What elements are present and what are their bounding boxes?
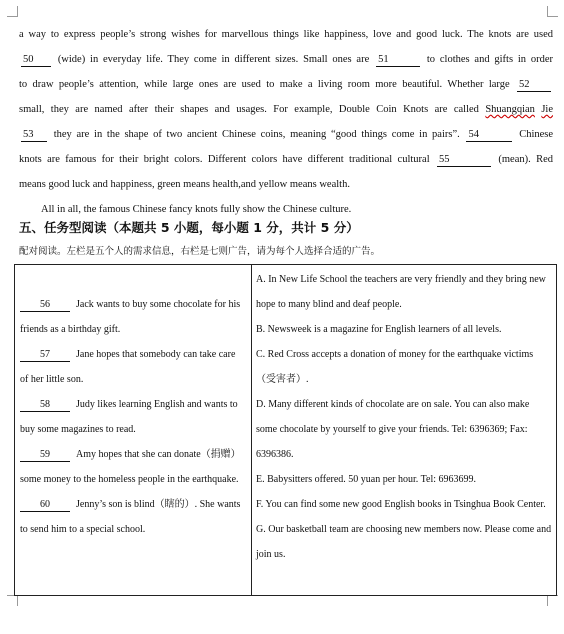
page-corner-mark	[547, 595, 558, 606]
answer-blank[interactable]: 56	[20, 299, 70, 312]
passage-line: 53 they are in the shape of two ancient Chinese coins, meaning “good things come in pairs”. 54 Chinese	[23, 129, 553, 140]
ad-item: A. In New Life School the teachers are very friendly and they bring new hope to many blind and deaf people.	[256, 274, 546, 310]
spellcheck-word: Jie	[541, 104, 553, 115]
answer-blank[interactable]: 50	[21, 54, 51, 67]
answer-blank[interactable]: 58	[20, 399, 70, 412]
answer-blank[interactable]: 59	[20, 449, 70, 462]
ad-item: C. Red Cross accepts a donation of money for the earthquake victims（受害者）.	[256, 349, 534, 385]
person-item: 59 Amy hopes that she can donate（捐赠）some money to the homeless people in the earthquake.	[20, 449, 241, 485]
answer-blank[interactable]: 55	[437, 154, 491, 167]
passage-line: knots are famous for their bright colors. Different colors have different traditional cultural 55 (mean). Red	[19, 154, 553, 165]
cloze-passage	[19, 22, 553, 222]
ad-item: B. Newsweek is a magazine for English learners of all levels.	[256, 324, 502, 335]
section-title: 五、任务型阅读（本题共 5 小题，每小题 1 分，共计 5 分）	[19, 220, 359, 235]
passage-line: to draw people’s attention, while large ones are used to make a living room more beautiful. Whether large 52	[19, 72, 553, 97]
spellcheck-word: Shuangqian	[485, 104, 535, 115]
passage-line: All in all, the famous Chinese fancy knots fully show the Chinese culture.	[41, 204, 352, 215]
ad-item: G. Our basketball team are choosing new members now. Please come and join us.	[256, 524, 552, 560]
passage-line: a way to express people’s strong wishes for marvellous things like happiness, love and good luck. The knots are used	[19, 29, 553, 40]
answer-blank[interactable]: 60	[20, 499, 70, 512]
section-instruction: 配对阅读。左栏是五个人的需求信息，右栏是七则广告，请为每个人选择合适的广告。	[19, 246, 381, 257]
answer-blank[interactable]: 52	[517, 79, 551, 92]
ad-item: F. You can find some new good English books in Tsinghua Book Center.	[256, 499, 546, 510]
ad-item: E. Babysitters offered. 50 yuan per hour. Tel: 6963699.	[256, 474, 476, 485]
person-item: 56 Jack wants to buy some chocolate for his friends as a birthday gift.	[20, 299, 241, 335]
people-column	[15, 265, 252, 595]
passage-line: small, they are named after their shapes and usages. For example, Double Coin Knots are called Shuangqian Jie	[19, 104, 553, 115]
passage-line: means good luck and happiness, green means health,and yellow means wealth.	[19, 179, 350, 190]
person-item: 57 Jane hopes that somebody can take care of her little son.	[20, 349, 236, 385]
passage-line: 50 (wide) in everyday life. They come in different sizes. Small ones are 51 to clothes and gifts in order	[23, 54, 553, 65]
answer-blank[interactable]: 57	[20, 349, 70, 362]
page-corner-mark	[7, 6, 18, 17]
person-item: 60 Jenny’s son is blind（瞎的）. She wants to send him to a special school.	[20, 499, 241, 535]
page-corner-mark	[7, 595, 18, 606]
person-item: 58 Judy likes learning English and wants to buy some magazines to read.	[20, 399, 238, 435]
ad-item: D. Many different kinds of chocolate are on sale. You can also make some chocolate by yourself to give your friends. Tel: 6396369; Fax: 6396386.	[256, 399, 530, 460]
matching-table	[14, 264, 557, 596]
page-corner-mark	[547, 6, 558, 17]
ads-column	[252, 265, 556, 595]
answer-blank[interactable]: 54	[466, 129, 512, 142]
answer-blank[interactable]: 53	[21, 129, 47, 142]
answer-blank[interactable]: 51	[376, 54, 420, 67]
